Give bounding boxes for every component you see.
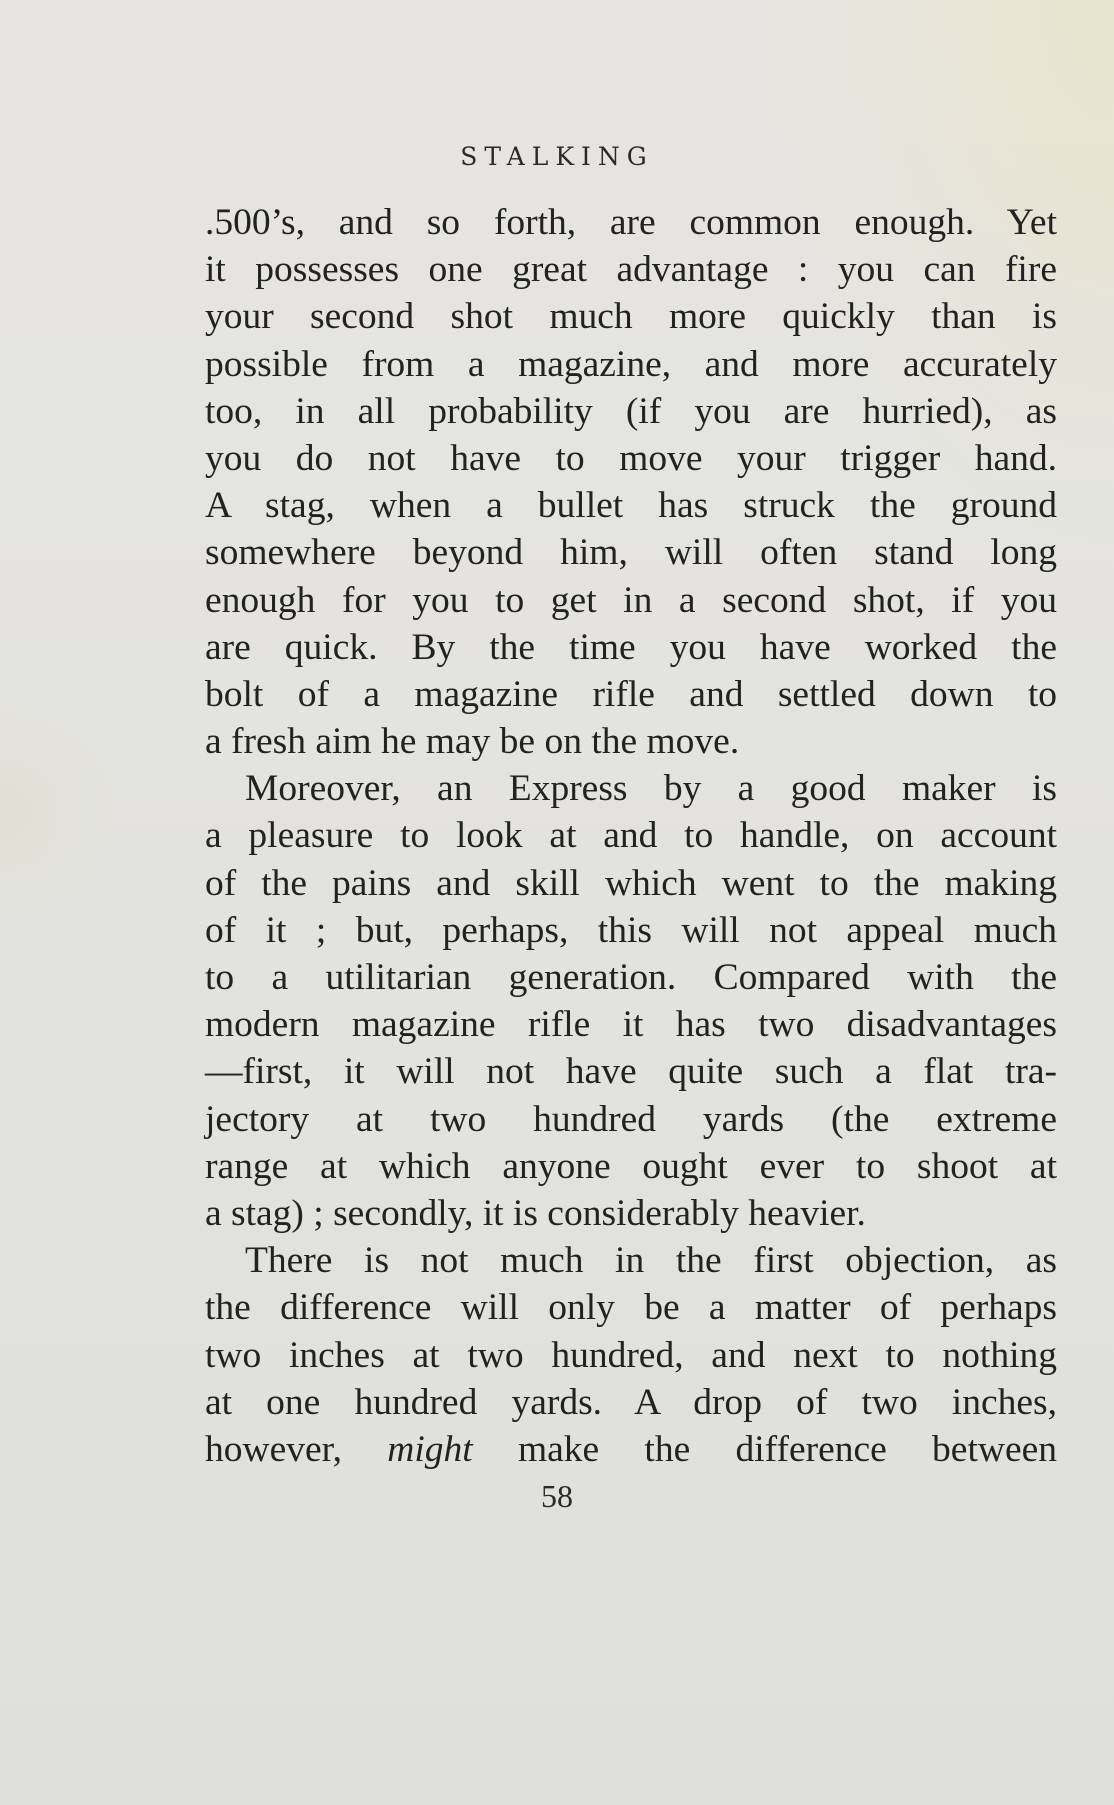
text-line: are quick. By the time you have worked the xyxy=(205,626,1057,668)
paragraph-2 xyxy=(205,765,1057,1237)
text-line: jectory at two hundred yards (the extreme xyxy=(205,1098,1057,1140)
text-line: a fresh aim he may be on the move. xyxy=(205,721,740,763)
text-line: modern magazine rifle it has two disadvantages xyxy=(205,1004,1057,1046)
page-number: 58 xyxy=(541,1478,573,1514)
text-line: a pleasure to look at and to handle, on account xyxy=(205,815,1057,857)
text-line: two inches at two hundred, and next to nothing xyxy=(205,1334,1057,1376)
running-head: STALKING xyxy=(460,142,654,171)
text-line: at one hundred yards. A drop of two inches, xyxy=(205,1381,1057,1423)
text-line: of the pains and skill which went to the making xyxy=(205,862,1057,904)
text-fragment: make the difference between xyxy=(472,1428,1057,1470)
text-fragment: however, xyxy=(205,1428,388,1470)
text-line: it possesses one great advantage : you can fire xyxy=(205,249,1057,291)
text-line: too, in all probability (if you are hurried), as xyxy=(205,390,1057,432)
text-line: There is not much in the first objection, as xyxy=(245,1240,1057,1282)
text-line: range at which anyone ought ever to shoot at xyxy=(205,1145,1057,1187)
text-line: somewhere beyond him, will often stand long xyxy=(205,532,1057,574)
text-line: to a utilitarian generation. Compared with the xyxy=(205,957,1057,998)
body-text xyxy=(205,199,1057,1473)
text-line: enough for you to get in a second shot, if you xyxy=(205,579,1057,621)
text-line: Moreover, an Express by a good maker is xyxy=(245,768,1057,810)
text-line: a stag) ; secondly, it is considerably heavier. xyxy=(205,1192,866,1234)
text-line: you do not have to move your trigger hand. xyxy=(205,437,1057,479)
text-line: —first, it will not have quite such a flat tra- xyxy=(205,1051,1057,1093)
text-line: the difference will only be a matter of perhaps xyxy=(205,1287,1057,1329)
text-line: of it ; but, perhaps, this will not appeal much xyxy=(205,909,1057,951)
text-line: A stag, when a bullet has struck the ground xyxy=(205,485,1057,527)
paragraph-1 xyxy=(205,199,1057,765)
text-line: your second shot much more quickly than is xyxy=(205,296,1057,338)
emphasis-word: might xyxy=(387,1428,473,1470)
text-line: .500’s, and so forth, are common enough. Yet xyxy=(205,202,1057,243)
text-line: bolt of a magazine rifle and settled down to xyxy=(205,673,1057,715)
text-line-final xyxy=(205,1426,1057,1473)
text-line: possible from a magazine, and more accurately xyxy=(205,343,1057,385)
paragraph-3 xyxy=(205,1237,1057,1473)
